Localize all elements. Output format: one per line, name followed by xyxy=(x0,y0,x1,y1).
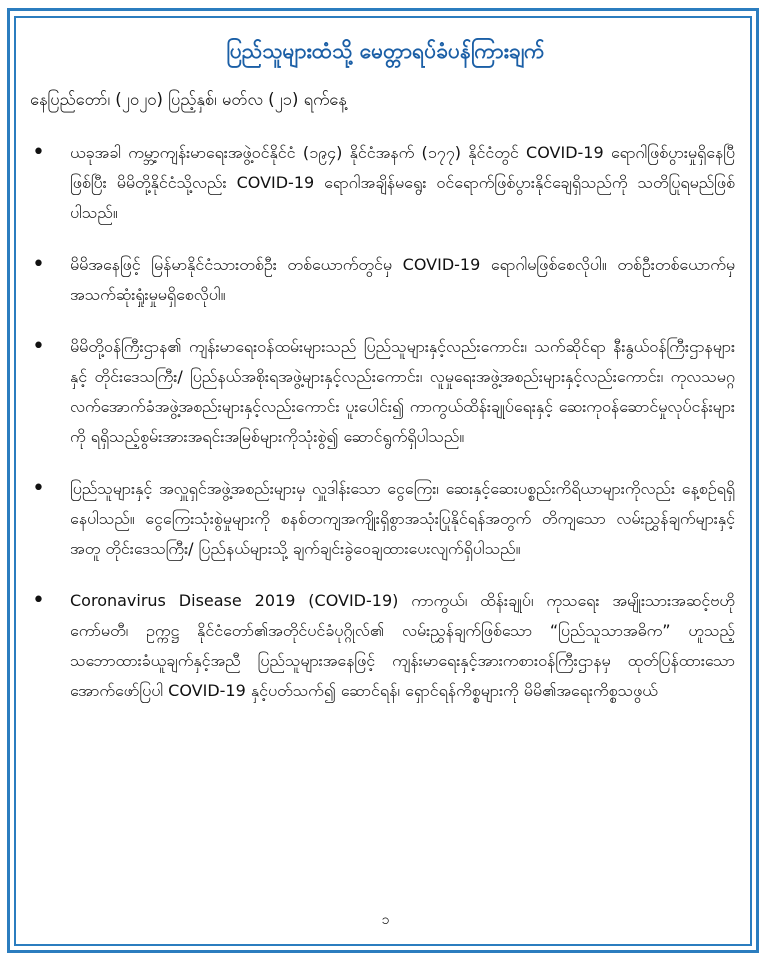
bullet-item-1: • ယခုအခါ ကမ္ဘာ့ကျန်းမာရေးအဖွဲ့ဝင်နိုင်ငံ (၁၉၄) နိုင်ငံအနက် (၁၇၇) နိုင်ငံတွင် COVID-19 ရောဂါဖြစ်ပွားမှုရှိနေပြီဖြစ်ပြီး မိမိတို့နိုင်ငံသို့လည်း COVID-19 ရောဂါအချိန်မရွေး ဝင်ရောက်ဖြစ်ပွားနိုင်ချေရှိသည်ကို သတိပြုရမည်ဖြစ်ပါသည်။ xyxy=(28,138,735,228)
bullet-item-2: • မိမိအနေဖြင့် မြန်မာနိုင်ငံသားတစ်ဦး တစ်ယောက်တွင်မှ COVID-19 ရောဂါမဖြစ်စေလိုပါ။ တစ်ဦးတစ်ယောက်မှ အသက်ဆုံးရှုံးမှုမရှိစေလိုပါ။ xyxy=(28,250,735,310)
page-number: ၁ xyxy=(381,912,390,928)
bullet-list xyxy=(28,138,735,728)
page-title: ပြည်သူများထံသို့ မေတ္တာရပ်ခံပန်ကြားချက် xyxy=(226,39,545,63)
bullet-item-3: • မိမိတို့ဝန်ကြီးဌာန၏ ကျန်းမာရေးဝန်ထမ်းများသည် ပြည်သူများနှင့်လည်းကောင်း၊ သက်ဆိုင်ရာ နီးနွယ်ဝန်ကြီးဌာနများနှင့် တိုင်းဒေသကြီး/ ပြည်နယ်အစိုးရအဖွဲ့များနှင့်လည်းကောင်း၊ လူမှုရေးအဖွဲ့အစည်းများနှင့်လည်းကောင်း၊ ကုလသမဂ္ဂ လက်အောက်ခံအဖွဲ့အစည်းများနှင့်လည်းကောင်း ပူးပေါင်း၍ ကာကွယ်ထိန်းချုပ်ရေးနှင့် ဆေးကုဝန်ဆောင်မှုလုပ်ငန်းများကို ရရှိသည့်စွမ်းအားအရင်းအမြစ်များကိုသုံးစွဲ၍ ဆောင်ရွက်ရှိပါသည်။ xyxy=(28,332,735,452)
bullet-item-5: • Coronavirus Disease 2019 (COVID-19) ကာကွယ်၊ ထိန်းချုပ်၊ ကုသရေး အမျိုးသားအဆင့်ဗဟိုကော်မတီ၊ ဥက္ကဋ္ဌ နိုင်ငံတော်၏အတိုင်ပင်ခံပုဂ္ဂိုလ်၏ လမ်းညွှန်ချက်ဖြစ်သော “ပြည်သူသာအဓိက” ဟူသည့် သဘောထားခံယူချက်နှင့်အညီ ပြည်သူများအနေဖြင့် ကျန်းမာရေးနှင့်အားကစားဝန်ကြီးဌာနမှ ထုတ်ပြန်ထားသော အောက်ဖော်ပြပါ COVID-19 နှင့်ပတ်သက်၍ ဆောင်ရန်၊ ရှောင်ရန်ကိစ္စများကို မိမိ၏အရေးကိစ္စသဖွယ် xyxy=(28,586,735,706)
bullet-item-4: • ပြည်သူများနှင့် အလှူရှင်အဖွဲ့အစည်းများမှ လှူဒါန်းသော ငွေကြေး၊ ဆေးနှင့်ဆေးပစ္စည်းကိရိယာများကိုလည်း နေ့စဉ်ရရှိနေပါသည်။ ငွေကြေးသုံးစွဲမှုများကို စနစ်တကျအကျိုးရှိစွာအသုံးပြုနိုင်ရန်အတွက် တိကျသော လမ်းညွှန်ချက်များနှင့်အတူ တိုင်းဒေသကြီး/ ပြည်နယ်များသို့ ချက်ချင်းခွဲဝေချထားပေးလျက်ရှိပါသည်။ xyxy=(28,474,735,564)
dateline: နေပြည်တော်၊ (၂၀၂၀) ပြည့်နှစ်၊ မတ်လ (၂၁) ရက်နေ့ xyxy=(30,90,347,109)
